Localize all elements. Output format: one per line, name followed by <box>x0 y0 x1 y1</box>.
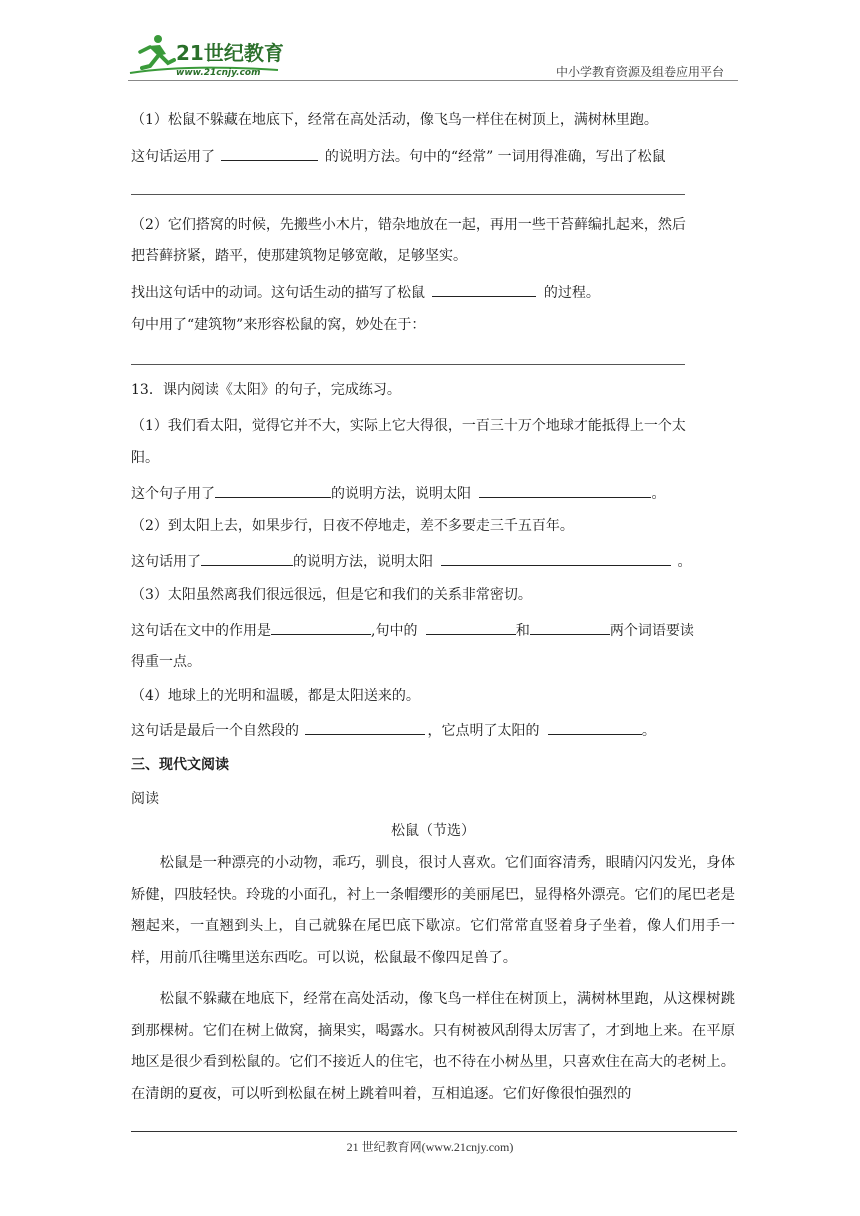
answer-blank[interactable] <box>432 282 536 297</box>
q13-s1-a: （1）我们看太阳，觉得它并不大，实际上它大得很，一百三十万个地球才能抵得上一个太 <box>131 418 686 434</box>
answer-blank[interactable] <box>426 620 516 635</box>
page-header <box>128 30 738 80</box>
q13-s2-fill: 这句话用了 的说明方法，说明太阳 。 <box>131 551 691 572</box>
answer-blank[interactable] <box>215 483 331 498</box>
answer-blank[interactable] <box>530 620 610 635</box>
logo-21cnjy[interactable] <box>128 30 298 80</box>
section-heading: 三、现代文阅读 <box>131 757 229 773</box>
passage-title: 松鼠（节选） <box>391 823 475 839</box>
answer-blank[interactable] <box>548 720 642 735</box>
q12-fill-2: 找出这句话中的动词。这句话生动的描写了松鼠 的过程。 <box>131 282 600 303</box>
q12-fill-1: 这句话运用了 的说明方法。句中的“经常” 一词用得准确，写出了松鼠 <box>131 146 666 167</box>
answer-blank[interactable] <box>305 720 425 735</box>
answer-blank[interactable] <box>271 620 371 635</box>
q12-sentence-2b: 把苔藓挤紧，踏平，使那建筑物足够宽敞，足够坚实。 <box>131 248 467 264</box>
logo-url: www.21cnjy.com <box>176 68 261 78</box>
read-label: 阅读 <box>131 791 159 807</box>
footer-text: 21 世纪教育网(www.21cnjy.com) <box>346 1140 514 1154</box>
q12-sentence-2a: （2）它们搭窝的时候，先搬些小木片，错杂地放在一起，再用一些干苔藓编扎起来，然后 <box>131 217 686 233</box>
q13-title: 13．课内阅读《太阳》的句子，完成练习。 <box>131 382 401 398</box>
answer-blank[interactable] <box>479 483 651 498</box>
platform-name: 中小学教育资源及组卷应用平台 <box>555 65 724 79</box>
footer-divider <box>131 1131 737 1132</box>
q12-question: 句中用了“建筑物”来形容松鼠的窝，妙处在于： <box>131 317 426 333</box>
q13-s1-b: 阳。 <box>131 450 159 466</box>
q13-s3-cont: 得重一点。 <box>131 654 201 670</box>
answer-blank[interactable] <box>441 551 671 566</box>
q13-s1-fill: 这个句子用了 的说明方法，说明太阳 。 <box>131 483 665 504</box>
answer-line[interactable] <box>131 364 685 365</box>
q13-s3: （3）太阳虽然离我们很远很远，但是它和我们的关系非常密切。 <box>131 587 532 603</box>
logo-text: 21世纪教育 <box>176 41 284 65</box>
q13-s4-fill: 这句话是最后一个自然段的 ，它点明了太阳的 。 <box>131 720 656 741</box>
passage-paragraph-2: 松鼠不躲藏在地底下，经常在高处活动，像飞鸟一样住在树顶上，满树林里跑，从这棵树跳到那棵树。它们在树上做窝，摘果实，喝露水。只有树被风刮得太厉害了，才到地上来。在平原地区是很少看到松鼠的。它们不接近人的住宅，也不待在小树丛里，只喜欢住在高大的老树上。在清朗的夏夜，可以听到松鼠在树上跳着叫着，互相追逐。它们好像很怕强烈的 <box>131 991 735 1102</box>
q13-s4: （4）地球上的光明和温暖，都是太阳送来的。 <box>131 688 420 704</box>
answer-line[interactable] <box>131 194 685 195</box>
q13-s3-fill: 这句话在文中的作用是 ,句中的 和 两个词语要读 <box>131 620 694 641</box>
q12-sentence-1: （1）松鼠不躲藏在地底下，经常在高处活动，像飞鸟一样住在树顶上，满树林里跑。 <box>131 112 658 128</box>
passage-paragraph-1: 松鼠是一种漂亮的小动物，乖巧，驯良，很讨人喜欢。它们面容清秀，眼睛闪闪发光，身体矫健，四肢轻快。玲珑的小面孔，衬上一条帽缨形的美丽尾巴，显得格外漂亮。它们的尾巴老是翘起来，一直翘到头上，自己就躲在尾巴底下歇凉。它们常常直竖着身子坐着，像人们用手一样，用前爪往嘴里送东西吃。可以说，松鼠最不像四足兽了。 <box>131 855 735 966</box>
answer-blank[interactable] <box>221 146 318 161</box>
header-divider <box>128 80 738 81</box>
q13-s2: （2）到太阳上去，如果步行，日夜不停地走，差不多要走三千五百年。 <box>131 518 574 534</box>
answer-blank[interactable] <box>201 551 293 566</box>
